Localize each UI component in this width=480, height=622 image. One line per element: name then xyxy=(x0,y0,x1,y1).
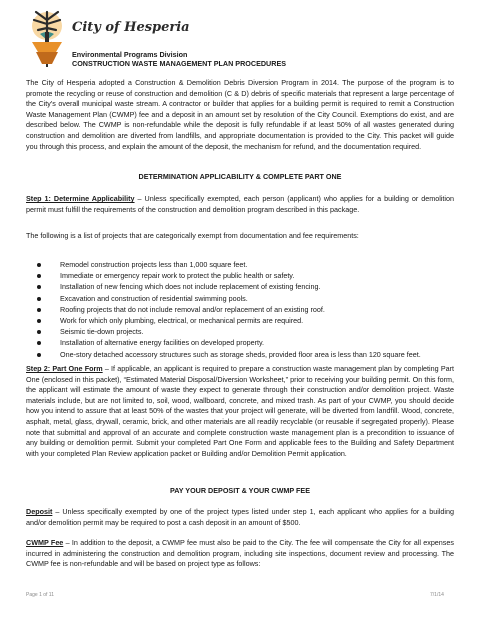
list-item: Immediate or emergency repair work to protect the public health or safety. xyxy=(26,270,454,281)
section-heading-deposit: PAY YOUR DEPOSIT & YOUR CWMP FEE xyxy=(169,486,311,495)
list-item: Remodel construction projects less than 1,000 square feet. xyxy=(26,259,454,270)
list-item: Work for which only plumbing, electrical, or mechanical permits are required. xyxy=(26,315,454,326)
exempt-intro: The following is a list of projects that are categorically exempt from documentation and fee requirements: xyxy=(26,231,359,240)
bullet-icon xyxy=(37,285,41,289)
bullet-icon xyxy=(37,263,41,267)
deposit-paragraph xyxy=(26,507,454,528)
list-item: Installation of alternative energy facilities on developed property. xyxy=(26,337,454,348)
cwmp-fee-lead: CWMP Fee xyxy=(26,538,64,547)
bullet-icon xyxy=(37,341,41,345)
step1-lead: Step 1: Determine Applicability xyxy=(26,194,135,203)
bullet-icon xyxy=(37,353,41,357)
bullet-icon xyxy=(37,297,41,301)
exempt-list xyxy=(26,259,454,360)
division-name: Environmental Programs Division xyxy=(72,50,188,59)
step2-text: – If applicable, an applicant is required to prepare a construction waste management plan by completing Part One (enclosed in this packet), “Estimated Material Disposal/Diversion Worksheet,” prior to receiving your building permit. On this form, the applicant will estimate the amount of waste they expect to generate through their construction and/or demolition project. Waste materials include, but are not limited to, soil, wood, wallboard, concrete, and mixed trash. As part of your CWMP, you should decide how you intend to assure that at least 50% of the wastes that your project will generate, will be diverted from landfill. Wood, concrete, asphalt, metal, glass, drywall, ceramic, brick, and other materials are all readily recyclable (or reusable if segregated properly). Please note that submittal and approval of an accurate and complete construction waste management plan is a precondition to issuance of any building or demolition permit. Submit your completed Part One Form and applicable fees to the Building and Safety Department with your completed Plan Review application packet or Building and/or Demolition Permit application. xyxy=(26,364,454,458)
step2-paragraph xyxy=(26,364,454,459)
bullet-icon xyxy=(37,319,41,323)
bullet-icon xyxy=(37,330,41,334)
deposit-text: – Unless specifically exempted by one of the project types listed under step 1, each applicant who applies for a building and/or demolition permit may be required to post a cash deposit in an amount of $500. xyxy=(26,507,454,527)
deposit-lead: Deposit xyxy=(26,507,53,516)
brand-name: City of Hesperia xyxy=(72,20,190,35)
list-item: One-story detached accessory structures such as storage sheds, provided floor area is less than 120 square feet. xyxy=(26,349,454,360)
cwmp-fee-text: – In addition to the deposit, a CWMP fee must also be paid to the City. The fee will compensate the City for all expenses incurred in administering the construction and demolition program, including site inspections, document review and processing. The CWMP fee is non-refundable and will be based on project type as follows: xyxy=(26,538,454,569)
list-item: Roofing projects that do not include removal and/or replacement of an existing roof. xyxy=(26,304,454,315)
intro-paragraph: The City of Hesperia adopted a Construction & Demolition Debris Diversion Program in 2014. The purpose of the program is to promote the recycling or reuse of construction and demolition (C & D) debris of specific materials that represent a large percentage of the City's overall municipal waste stream. A contractor or builder that applies for a building permit is required to remit a Construction Waste Management Plan (CWMP) fee and a deposit in an amount set by resolution of the City Council. Exemptions do exist, and are described below. The CWMP is non-refundable while the deposit is fully refundable if at least 50% of all wastes generated during construction and demolition are diverted from landfills, and appropriate documentation is provided to the City. This packet will guide you through this process, and explain the amount of the deposit, the mechanism for refund, and the documentation required. xyxy=(26,78,454,151)
bullet-icon xyxy=(37,274,41,278)
list-item: Installation of new fencing which does not include replacement of existing fencing. xyxy=(26,281,454,292)
list-item: Seismic tie-down projects. xyxy=(26,326,454,337)
bullet-icon xyxy=(37,308,41,312)
document-title: CONSTRUCTION WASTE MANAGEMENT PLAN PROCEDURES xyxy=(72,59,287,68)
section-heading-applicability: DETERMINATION APPLICABILITY & COMPLETE PART ONE xyxy=(138,172,342,181)
cwmp-fee-paragraph xyxy=(26,538,454,570)
letterhead xyxy=(26,6,446,76)
page-number: Page 1 of 11 xyxy=(26,592,54,598)
city-logo-icon xyxy=(26,6,68,68)
step1-paragraph xyxy=(26,194,454,215)
list-item: Excavation and construction of residential swimming pools. xyxy=(26,293,454,304)
revision-date: 7/1/14 xyxy=(430,592,444,598)
step1-text: – Unless specifically exempted, each person (applicant) who applies for a building or demolition permit must fulfill the requirements of the construction and demolition program described in this package. xyxy=(26,194,455,214)
step2-lead: Step 2: Part One Form xyxy=(26,364,103,373)
